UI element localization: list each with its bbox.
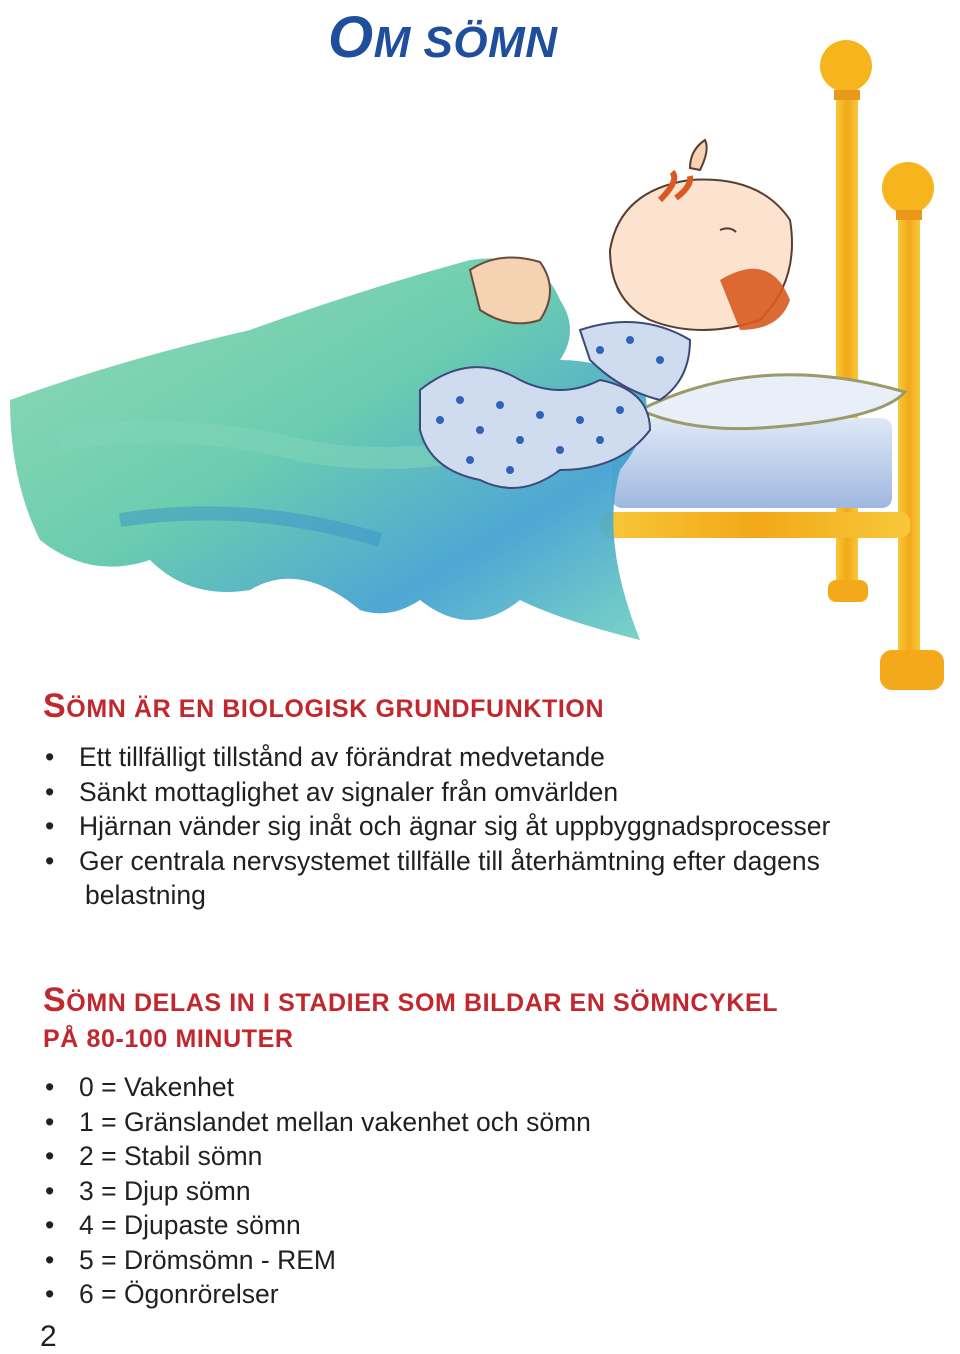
section-heading-sleep-stages-line2 (43, 1020, 294, 1057)
bullet-icon: • (45, 776, 55, 807)
list-item-text: 1 = Gränslandet mellan vakenhet och sömn (79, 1106, 591, 1137)
page-title-rest: M SÖMN (373, 18, 558, 67)
bullet-icon: • (45, 1279, 55, 1309)
list-item-text: Sänkt mottaglighet av signaler från omvärlden (79, 776, 619, 807)
list-item (45, 1277, 591, 1312)
bullet-icon: • (45, 811, 55, 841)
page-number: 2 (40, 1320, 57, 1353)
list-item (45, 1174, 591, 1209)
bullet-icon: • (45, 845, 55, 876)
section-heading-text: ÖMN DELAS IN I STADIER SOM BILDAR EN SÖMNCYKEL (66, 989, 779, 1017)
list-item (45, 1243, 591, 1278)
list-item-text: Ett tillfälligt tillstånd av förändrat medvetande (79, 742, 605, 772)
section-heading-initial: S (43, 687, 67, 725)
list-item-text: Hjärnan vänder sig inåt och ägnar sig åt uppbyggnadsprocesser (79, 811, 831, 841)
list-item (45, 844, 830, 913)
list-item-text: 4 = Djupaste sömn (79, 1210, 301, 1240)
list-item-text: 0 = Vakenhet (79, 1072, 234, 1102)
section-heading-initial: S (43, 981, 67, 1019)
list-item (45, 1070, 591, 1105)
list-item-text: Ger centrala nervsystemet tillfälle till återhämtning efter dagens (79, 845, 820, 876)
list-item (45, 1139, 591, 1174)
list-item (45, 809, 830, 844)
sleeper-head-icon (610, 140, 792, 330)
page-title-initial: O (328, 5, 374, 70)
list-item-text: 5 = Drömsömn - REM (79, 1244, 336, 1275)
bullet-icon: • (45, 1072, 55, 1102)
sleep-stages-list (45, 1070, 591, 1312)
bullet-icon: • (45, 1210, 55, 1240)
list-item (45, 1105, 591, 1140)
section-heading-text: ÖMN ÄR EN BIOLOGISK GRUNDFUNKTION (66, 695, 605, 723)
list-item-text: 2 = Stabil sömn (79, 1141, 263, 1171)
list-item-text: 3 = Djup sömn (79, 1175, 251, 1206)
bullet-icon: • (45, 1244, 55, 1275)
section-heading-sleep-stages (43, 982, 778, 1021)
section-heading-biological (43, 688, 604, 727)
list-item-text: 6 = Ögonrörelser (79, 1279, 279, 1309)
list-item (45, 775, 830, 810)
list-item (45, 1208, 591, 1243)
list-item (45, 740, 830, 775)
bullet-icon: • (45, 1106, 55, 1137)
biological-function-list (45, 740, 830, 913)
list-item-continuation: belastning (85, 880, 206, 910)
section-heading-text: PÅ 80-100 MINUTER (43, 1025, 294, 1053)
bullet-icon: • (45, 1175, 55, 1206)
bullet-icon: • (45, 1141, 55, 1171)
bullet-icon: • (45, 742, 55, 772)
